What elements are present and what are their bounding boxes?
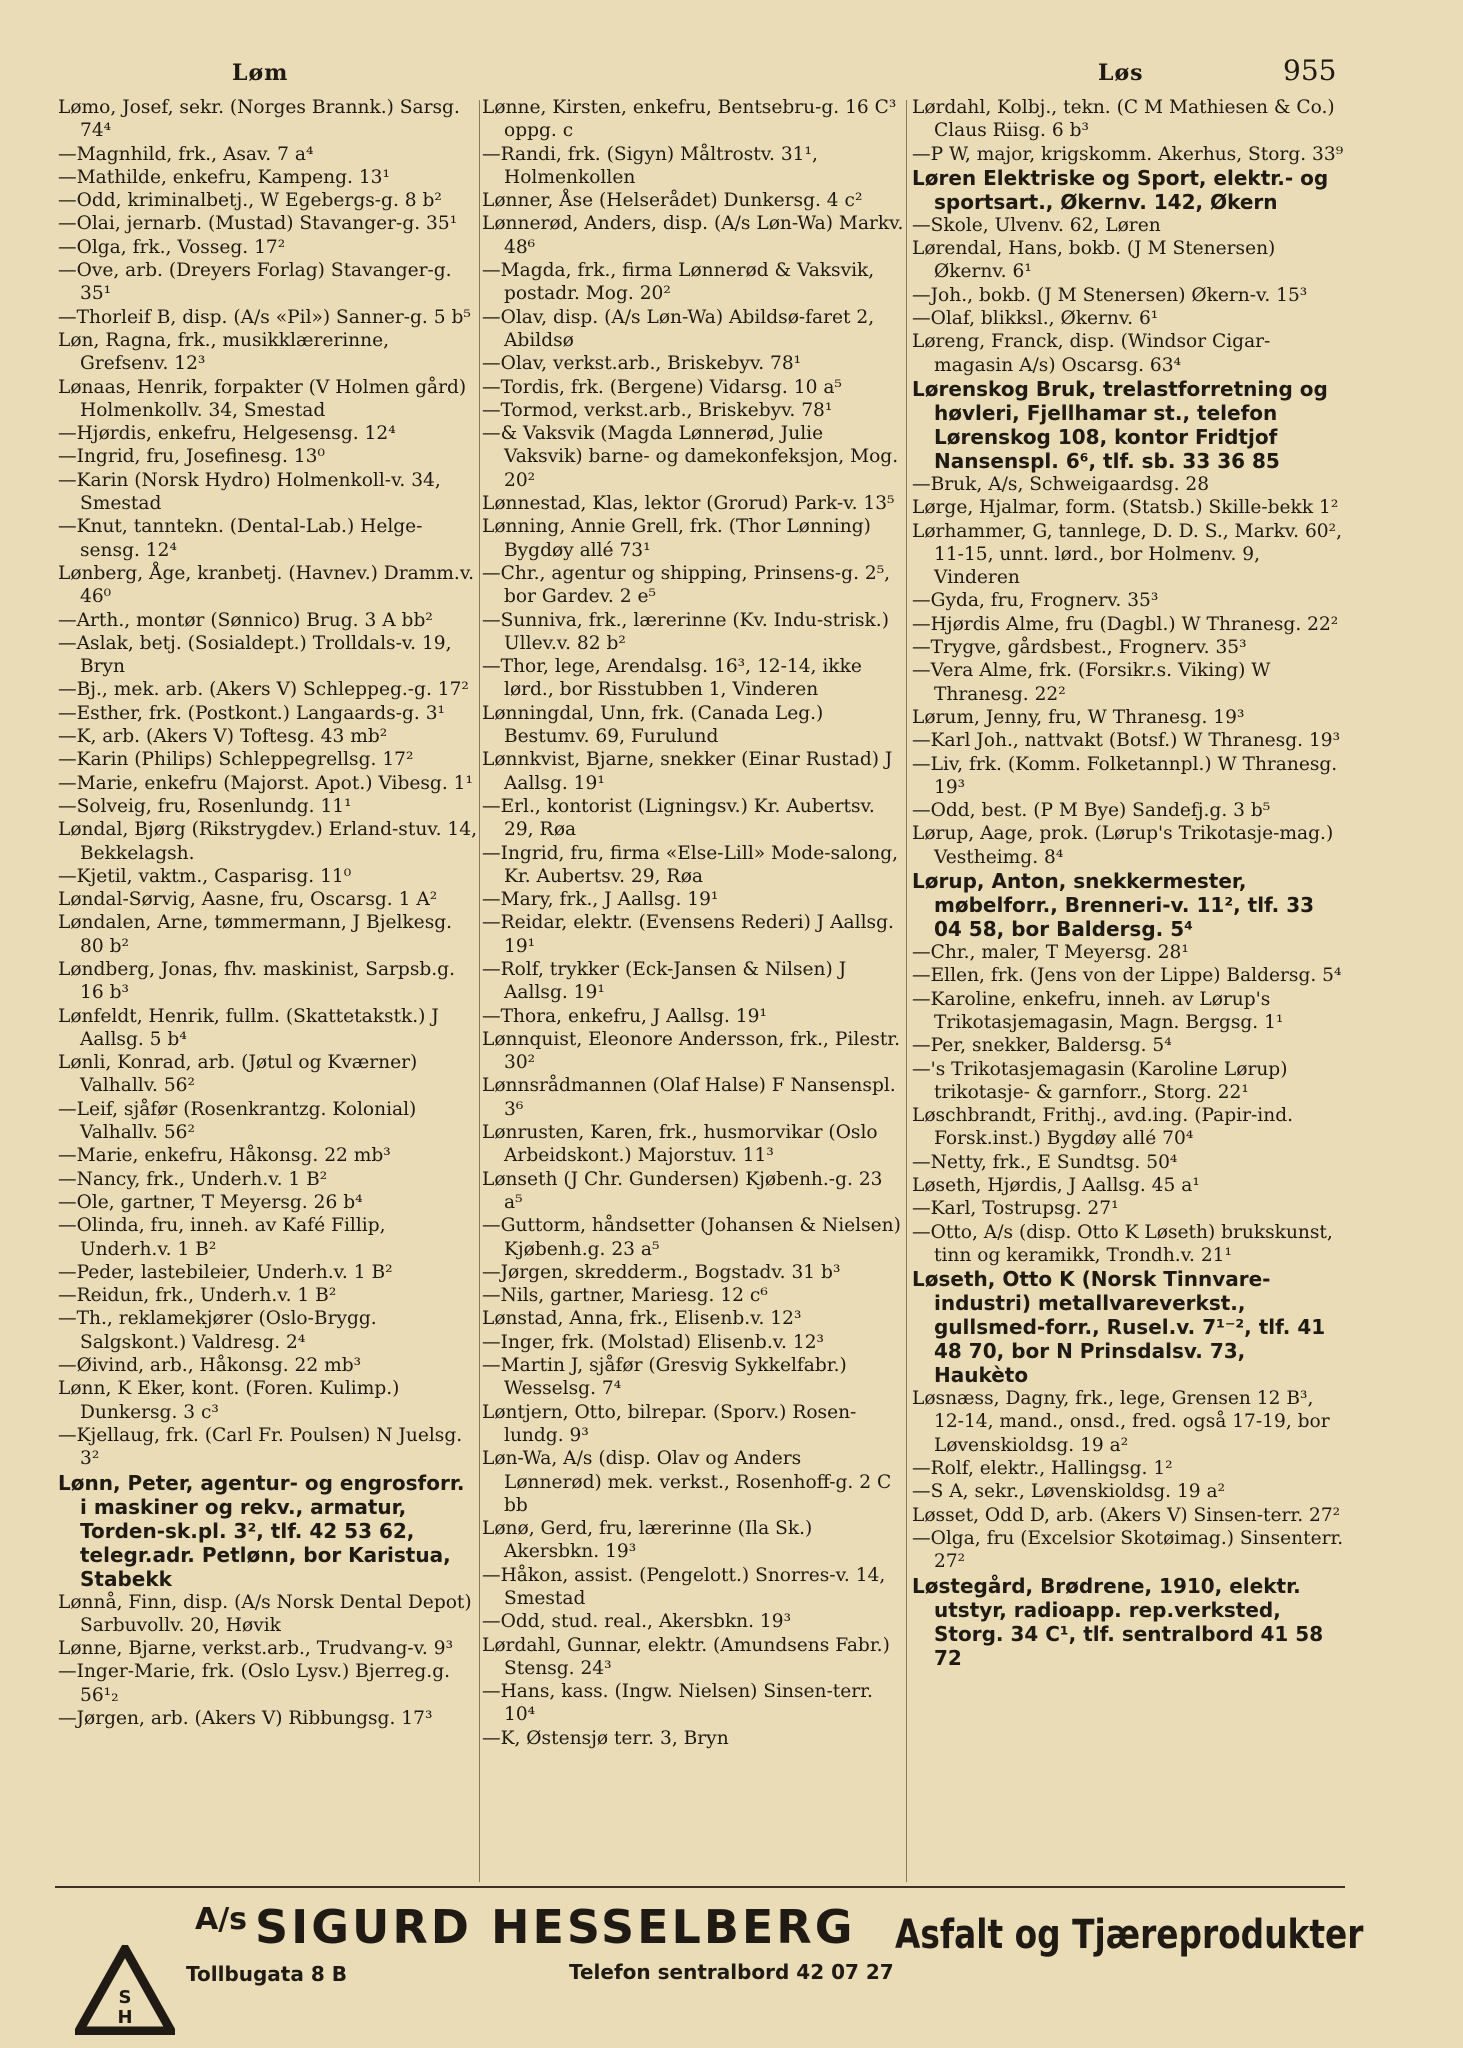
directory-entry: —Martin J, sjåfør (Gresvig Sykkelfabr.) Wesselsg. 7⁴ [482,1355,847,1400]
directory-entry: Løseth, Hjørdis, J Aallsg. 45 a¹ [912,1174,1200,1196]
directory-entry: —Knut, tanntekn. (Dental-Lab.) Helge-sensg. 12⁴ [58,516,423,561]
directory-entry: Lørup, Anton, snekkermester, møbelforr., Brenneri-v. 11², tlf. 33 04 58, bor Baldersg. 5⁴ [912,869,1315,942]
directory-column-3 [912,96,1344,1884]
directory-entry: —S A, sekr., Løvenskioldsg. 19 a² [912,1481,1226,1503]
directory-entry: Lønn, Peter, agentur- og engrosforr. i maskiner og rekv., armatur, Torden-sk.pl. 3², tlf. 42 53 62, telegr.adr. Petlønn, bor Karistua, Stabekk [58,1470,465,1591]
directory-entry: —Thor, lege, Arendalsg. 16³, 12-14, ikke lørd., bor Risstubben 1, Vinderen [482,656,862,701]
directory-entry: —& Vaksvik (Magda Lønnerød, Julie Vaksvik) barne- og damekonfeksjon, Mog. 20² [482,423,899,491]
page-header [0,52,1463,92]
directory-entry: —Karl, Tostrupsg. 27¹ [912,1198,1119,1220]
directory-entry: Løndal, Bjørg (Rikstrygdev.) Erland-stuv. 14, Bekkelagsh. [58,819,477,864]
directory-entry: —Sunniva, frk., lærerinne (Kv. Indu-strisk.) Ullev.v. 82 b² [482,609,889,654]
directory-entry: —Th., reklamekjører (Oslo-Brygg. Salgskont.) Valdresg. 2⁴ [58,1308,377,1353]
directory-entry: —Reidar, elektr. (Evensens Rederi) J Aallsg. 19¹ [482,912,894,957]
directory-entry: —Ingrid, fru, Josefinesg. 13⁰ [58,446,325,468]
directory-entry: —Joh., bokb. (J M Stenersen) Økern-v. 15³ [912,284,1308,306]
directory-entry: Lørdahl, Gunnar, elektr. (Amundsens Fabr.) Stensg. 24³ [482,1634,890,1679]
directory-column-2 [482,96,904,1884]
directory-entry: Løn-Wa, A/s (disp. Olav og Anders Lønnerød) mek. verkst., Rosenhoff-g. 2 C bb [482,1448,892,1516]
svg-text:H: H [117,2007,133,2028]
directory-entry: Løndalen, Arne, tømmermann, J Bjelkesg. 80 b² [58,912,453,957]
directory-entry: —Hjørdis, enkefru, Helgesensg. 12⁴ [58,423,396,445]
ad-street: Tollbugata 8 B [186,1962,347,1986]
directory-entry: —Odd, stud. real., Akersbkn. 19³ [482,1611,792,1633]
directory-entry: —Esther, frk. (Postkont.) Langaards-g. 3¹ [58,702,445,724]
directory-entry: —Netty, frk., E Sundtsg. 50⁴ [912,1151,1178,1173]
directory-entry: —Magda, frk., firma Lønnerød & Vaksvik, postadr. Mog. 20² [482,260,875,305]
directory-entry: —Jørgen, arb. (Akers V) Ribbungsg. 17³ [58,1708,433,1729]
column-divider [479,100,480,1882]
directory-entry: —Ingrid, fru, firma «Else-Lill» Mode-salong, Kr. Aubertsv. 29, Røa [482,842,899,887]
directory-entry: —Hans, kass. (Ingw. Nielsen) Sinsen-terr. 10⁴ [482,1681,873,1726]
directory-entry: —Chr., maler, T Meyersg. 28¹ [912,942,1189,964]
directory-entry: —Thorleif B, disp. (A/s «Pil») Sanner-g. 5 b⁵ [58,306,471,328]
directory-entry: —Olav, disp. (A/s Løn-Wa) Abildsø-faret 2, Abildsø [482,306,875,351]
directory-entry: —Ove, arb. (Dreyers Forlag) Stavanger-g. 35¹ [58,260,452,305]
directory-entry: —Håkon, assist. (Pengelott.) Snorres-v. 14, Smestad [482,1564,886,1609]
directory-entry: —Erl., kontorist (Ligningsv.) Kr. Aubertsv. 29, Røa [482,795,875,841]
directory-entry: —Reidun, frk., Underh.v. 1 B² [58,1285,337,1307]
directory-entry: —Øivind, arb., Håkonsg. 22 mb³ [58,1355,362,1377]
ad-company-name: SIGURD HESSELBERG [255,1900,856,1954]
header-left-word: Løm [232,60,289,86]
directory-entry: Lønn, K Eker, kont. (Foren. Kulimp.) Dunkersg. 3 c³ [58,1378,400,1423]
directory-entry: Løntjern, Otto, bilrepar. (Sporv.) Rosen-lundg. 9³ [482,1401,857,1446]
directory-entry: —Marie, enkefru, Håkonsg. 22 mb³ [58,1145,391,1167]
directory-entry: —Aslak, betj. (Sosialdept.) Trolldals-v. 19, Bryn [58,632,452,678]
directory-entry: —Ole, gartner, T Meyersg. 26 b⁴ [58,1191,363,1213]
directory-entry: —Karin (Norsk Hydro) Holmenkoll-v. 34, Smestad [58,469,441,515]
header-right-word: Løs [1098,60,1144,86]
directory-entry: —Tordis, frk. (Bergene) Vidarsg. 10 a⁵ [482,376,842,398]
directory-entry: —Leif, sjåfør (Rosenkrantzg. Kolonial) Valhallv. 56² [58,1098,417,1144]
directory-entry: Løseth, Otto K (Norsk Tinnvare-industri) metallvareverkst., gullsmed-forr., Rusel.v. 7¹⁻², tlf. 41 48 70, bor N Prinsdalsv. 73, Haukèto [912,1267,1326,1388]
directory-entry: —Arth., montør (Sønnico) Brug. 3 A bb² [58,609,433,631]
directory-entry: Lønø, Gerd, fru, lærerinne (Ila Sk.) Akersbkn. 19³ [482,1518,813,1563]
directory-entry: —Per, snekker, Baldersg. 5⁴ [912,1035,1172,1057]
directory-entry: —Olga, fru (Excelsior Skotøimag.) Sinsenterr. 27² [912,1527,1344,1573]
directory-entry: —Kjellaug, frk. (Carl Fr. Poulsen) N Juelsg. 3² [58,1424,463,1470]
directory-entry: —Karl Joh., nattvakt (Botsf.) W Thranesg. 19³ [912,730,1341,752]
directory-entry: Lønnestad, Klas, lektor (Grorud) Park-v. 13⁵ [482,493,895,515]
directory-entry: Lønnsrådmannen (Olaf Halse) F Nansenspl. 3⁶ [482,1075,896,1120]
directory-entry: —Karin (Philips) Schleppegrellsg. 17² [58,749,414,771]
directory-entry: —Jørgen, skredderm., Bogstadv. 31 b³ [482,1261,841,1283]
directory-entry: —Bj., mek. arb. (Akers V) Schleppeg.-g. 17² [58,679,469,701]
directory-entry: —'s Trikotasjemagasin (Karoline Lørup) trikotasje- & garnforr., Storg. 22¹ [912,1058,1288,1103]
directory-entry: Løsset, Odd D, arb. (Akers V) Sinsen-terr. 27² [912,1504,1341,1526]
directory-entry: —Guttorm, håndsetter (Johansen & Nielsen) Kjøbenh.g. 23 a⁵ [482,1215,901,1260]
directory-entry: —Inger, frk. (Molstad) Elisenb.v. 12³ [482,1331,824,1353]
directory-entry: Lønfeldt, Henrik, fullm. (Skattetakstk.) J Aallsg. 5 b⁴ [58,1005,439,1050]
directory-entry: —Tormod, verkst.arb., Briskebyv. 78¹ [482,399,833,421]
directory-entry: Løndberg, Jonas, fhv. maskinist, Sarpsb.g. 16 b³ [58,958,455,1004]
directory-entry: Lønrusten, Karen, frk., husmorvikar (Oslo Arbeidskont.) Majorstuv. 11³ [482,1122,878,1167]
directory-entry: Lønne, Kirsten, enkefru, Bentsebru-g. 16 C³ oppg. c [482,97,897,142]
directory-entry: Lørup, Aage, prok. (Lørup's Trikotasje-mag.) Vestheimg. 8⁴ [912,823,1334,868]
directory-entry: —Marie, enkefru (Majorst. Apot.) Vibesg. 1¹ [58,772,473,794]
directory-entry: —Chr., agentur og shipping, Prinsens-g. 2⁵, bor Gardev. 2 e⁵ [482,562,891,608]
directory-entry: Løren Elektriske og Sport, elektr.- og sportsart., Økernv. 142, Økern [912,165,1329,214]
directory-entry: —Olaf, blikksl., Økernv. 6¹ [912,308,1159,330]
directory-entry: —Ellen, frk. (Jens von der Lippe) Baldersg. 5⁴ [912,965,1342,987]
directory-entry: Lønnerød, Anders, disp. (A/s Løn-Wa) Markv. 48⁶ [482,213,904,258]
ad-company-prefix: A/s [195,1902,248,1937]
directory-entry: —Magnhild, frk., Asav. 7 a⁴ [58,143,314,165]
directory-entry: —Thora, enkefru, J Aallsg. 19¹ [482,1005,767,1027]
directory-entry: —Olinda, fru, inneh. av Kafé Fillip, Underh.v. 1 B² [58,1215,386,1260]
directory-entry: Lønning, Annie Grell, frk. (Thor Lønning) Bygdøy allé 73¹ [482,516,871,561]
directory-entry: Lømo, Josef, sekr. (Norges Brannk.) Sarsg. 74⁴ [58,97,460,142]
directory-entry: —Otto, A/s (disp. Otto K Løseth) brukskunst, tinn og keramikk, Trondh.v. 21¹ [912,1221,1333,1266]
directory-entry: Lønstad, Anna, frk., Elisenb.v. 12³ [482,1308,802,1330]
directory-column-1 [58,96,478,1884]
directory-entry: —Mary, frk., J Aallsg. 19¹ [482,889,719,911]
directory-entry: Lørhammer, G, tannlege, D. D. S., Markv. 60², 11-15, unnt. lørd., bor Holmenv. 9, Vinderen [912,520,1342,589]
directory-entry: Løsnæss, Dagny, frk., lege, Grensen 12 B³, 12-14, mand., onsd., fred. også 17-19, bor Løvenskioldsg. 19 a² [912,1388,1330,1456]
directory-entry: —Vera Alme, frk. (Forsikr.s. Viking) W Thranesg. 22² [912,660,1271,705]
advertisement-divider [55,1886,1345,1888]
directory-entry: —Olav, verkst.arb., Briskebyv. 78¹ [482,353,802,375]
ad-slogan: Asfalt og Tjæreprodukter [895,1912,1364,1958]
directory-entry: —Inger-Marie, frk. (Oslo Lysv.) Bjerreg.g. 56¹₂ [58,1661,451,1706]
directory-entry: Lønberg, Åge, kranbetj. (Havnev.) Dramm.v. 46⁰ [58,562,475,608]
directory-entry: —Nils, gartner, Mariesg. 12 c⁶ [482,1285,768,1307]
directory-entry: —Odd, best. (P M Bye) Sandefj.g. 3 b⁵ [912,800,1271,822]
directory-entry: Lønseth (J Chr. Gundersen) Kjøbenh.-g. 23 a⁵ [482,1168,883,1213]
directory-entry: —Rolf, trykker (Eck-Jansen & Nilsen) J Aallsg. 19¹ [482,958,847,1004]
directory-entry: Lønnkvist, Bjarne, snekker (Einar Rustad) J Aallsg. 19¹ [482,749,893,794]
directory-entry: —Karoline, enkefru, inneh. av Lørup's Trikotasjemagasin, Magn. Bergsg. 1¹ [912,988,1284,1033]
directory-entry: —Peder, lastebileier, Underh.v. 1 B² [58,1261,393,1283]
directory-entry: —Olga, frk., Vosseg. 17² [58,236,286,258]
directory-entry: Lønaas, Henrik, forpakter (V Holmen gård) Holmenkollv. 34, Smestad [58,376,467,421]
directory-entry: —Trygve, gårdsbest., Frognerv. 35³ [912,637,1247,659]
directory-entry: Løreng, Franck, disp. (Windsor Cigar-magasin A/s) Oscarsg. 63⁴ [912,331,1271,376]
directory-entry: —Solveig, fru, Rosenlundg. 11¹ [58,795,352,817]
svg-text:S: S [118,1987,132,2008]
directory-entry: —Odd, kriminalbetj., W Egebergs-g. 8 b² [58,190,442,212]
directory-entry: Lønnå, Finn, disp. (A/s Norsk Dental Depot) Sarbuvollv. 20, Høvik [58,1591,472,1636]
directory-entry: Løn, Ragna, frk., musikklærerinne, Grefsenv. 12³ [58,329,390,375]
directory-entry: —Nancy, frk., Underh.v. 1 B² [58,1168,328,1190]
directory-entry: —Rolf, elektr., Hallingsg. 1² [912,1458,1173,1480]
directory-entry: Løschbrandt, Frithj., avd.ing. (Papir-ind. Forsk.inst.) Bygdøy allé 70⁴ [912,1105,1294,1150]
directory-entry: Lørdahl, Kolbj., tekn. (C M Mathiesen & Co.) Claus Riisg. 6 b³ [912,97,1335,142]
directory-entry: —Skole, Ulvenv. 62, Løren [912,214,1161,236]
directory-entry: —P W, major, krigskomm. Akerhus, Storg. 33⁹ [912,143,1344,165]
directory-entry: —Mathilde, enkefru, Kampeng. 13¹ [58,166,390,188]
directory-entry: Lønningdal, Unn, frk. (Canada Leg.) Bestumv. 69, Furulund [482,702,824,748]
directory-entry: Lønne, Bjarne, verkst.arb., Trudvang-v. 9³ [58,1638,454,1660]
directory-entry: Lønnquist, Eleonore Andersson, frk., Pilestr. 30² [482,1028,901,1074]
company-logo-triangle [75,1945,175,2035]
directory-entry: —K, Østensjø terr. 3, Bryn [482,1727,729,1749]
directory-entry: Lørge, Hjalmar, form. (Statsb.) Skille-bekk 1² [912,497,1339,519]
directory-entry: —Randi, frk. (Sigyn) Måltrostv. 31¹, Holmenkollen [482,143,818,188]
directory-entry: Lønli, Konrad, arb. (Jøtul og Kværner) Valhallv. 56² [58,1052,418,1097]
directory-entry: —K, arb. (Akers V) Toftesg. 43 mb² [58,726,388,748]
directory-entry: Lønner, Åse (Helserådet) Dunkersg. 4 c² [482,190,863,212]
directory-entry: —Kjetil, vaktm., Casparisg. 11⁰ [58,865,352,887]
directory-entry: Lørenskog Bruk, trelastforretning og høvleri, Fjellhamar st., telefon Lørenskog 108, kontor Fridtjof Nansenspl. 6⁶, tlf. sb. 33 36 85 [912,376,1328,473]
directory-entry: Lørum, Jenny, fru, W Thranesg. 19³ [912,706,1245,728]
directory-entry: Lørendal, Hans, bokb. (J M Stenersen) Økernv. 6¹ [912,238,1276,283]
directory-entry: Løstegård, Brødrene, 1910, elektr. utstyr, radioapp. rep.verksted, Storg. 34 C¹, tlf. sentralbord 41 58 72 [912,1573,1324,1670]
column-divider [906,100,907,1882]
page-number: 955 [1283,54,1337,87]
ad-phone: Telefon sentralbord 42 07 27 [569,1960,894,1984]
directory-entry: Løndal-Sørvig, Aasne, fru, Oscarsg. 1 A² [58,889,438,911]
directory-entry: —Olai, jernarb. (Mustad) Stavanger-g. 35¹ [58,213,458,235]
directory-entry: —Bruk, A/s, Schweigaardsg. 28 [912,473,1210,495]
directory-entry: —Liv, frk. (Komm. Folketannpl.) W Thranesg. 19³ [912,753,1338,798]
directory-entry: —Hjørdis Alme, fru (Dagbl.) W Thranesg. 22² [912,613,1339,635]
directory-entry: —Gyda, fru, Frognerv. 35³ [912,590,1159,612]
